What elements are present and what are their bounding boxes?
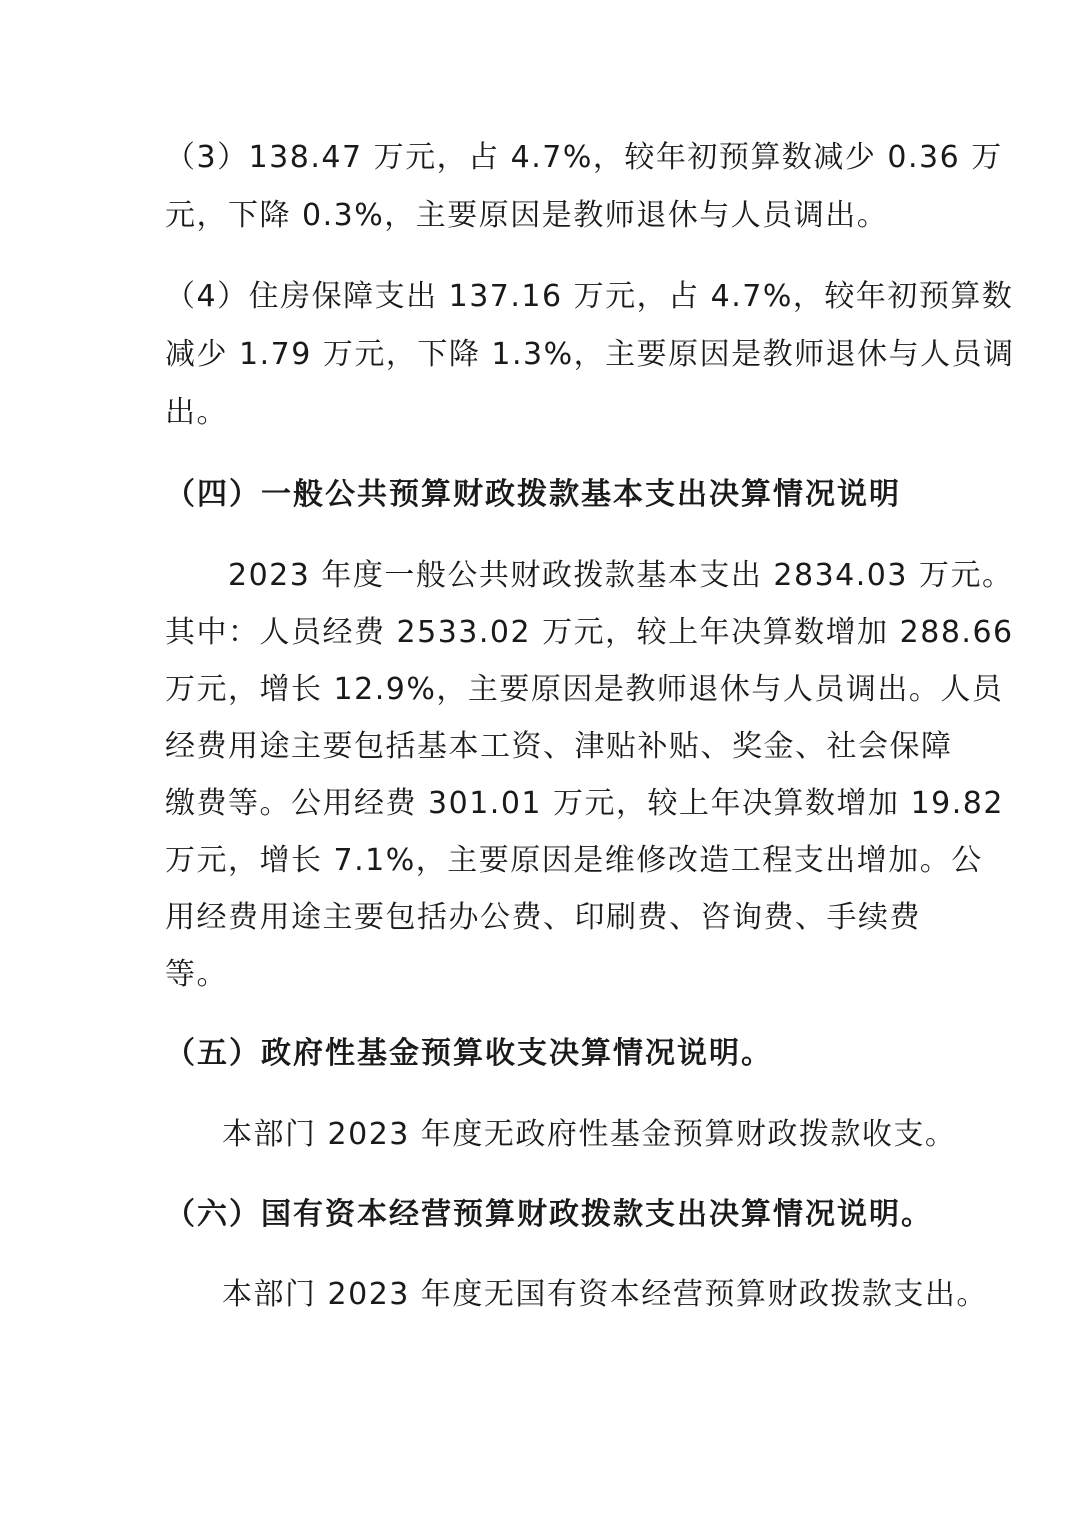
section-heading-6: （六）国有资本经营预算财政拨款支出决算情况说明。 bbox=[165, 1197, 933, 1232]
paragraph-line: 等。 bbox=[165, 957, 228, 992]
paragraph-line: 本部门 2023 年度无政府性基金预算财政拨款收支。 bbox=[222, 1117, 957, 1152]
paragraph-line: 经费用途主要包括基本工资、津贴补贴、奖金、社会保障 bbox=[165, 729, 953, 764]
paragraph-line: 本部门 2023 年度无国有资本经营预算财政拨款支出。 bbox=[222, 1277, 988, 1312]
section-heading-4: （四）一般公共预算财政拨款基本支出决算情况说明 bbox=[165, 477, 901, 512]
paragraph-line: 减少 1.79 万元，下降 1.3%，主要原因是教师退休与人员调 bbox=[165, 337, 1015, 372]
paragraph-line: 2023 年度一般公共财政拨款基本支出 2834.03 万元。 bbox=[228, 558, 1014, 593]
paragraph-line: 其中：人员经费 2533.02 万元，较上年决算数增加 288.66 bbox=[165, 615, 1014, 650]
paragraph-line: （4）住房保障支出 137.16 万元，占 4.7%，较年初预算数 bbox=[165, 279, 1014, 314]
paragraph-line: 用经费用途主要包括办公费、印刷费、咨询费、手续费 bbox=[165, 900, 921, 935]
section-heading-5: （五）政府性基金预算收支决算情况说明。 bbox=[165, 1036, 773, 1071]
paragraph-line: （3）138.47 万元，占 4.7%，较年初预算数减少 0.36 万 bbox=[165, 140, 1003, 175]
paragraph-line: 元，下降 0.3%，主要原因是教师退休与人员调出。 bbox=[165, 198, 889, 233]
paragraph-line: 缴费等。公用经费 301.01 万元，较上年决算数增加 19.82 bbox=[165, 786, 1004, 821]
paragraph-line: 万元，增长 7.1%，主要原因是维修改造工程支出增加。公 bbox=[165, 843, 983, 878]
paragraph-line: 出。 bbox=[165, 395, 228, 430]
paragraph-line: 万元，增长 12.9%，主要原因是教师退休与人员调出。人员 bbox=[165, 672, 1004, 707]
